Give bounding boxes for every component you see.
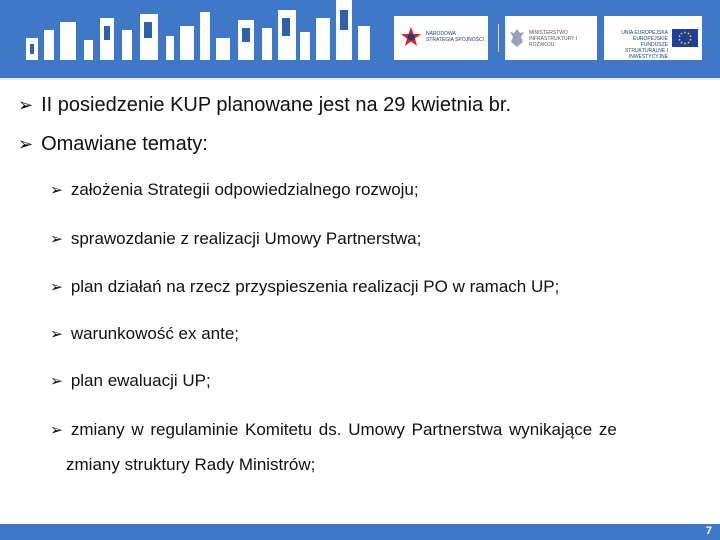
bullet-text: Omawiane tematy: [41,133,208,155]
topic-item [50,277,559,297]
arrow-bullet-icon: ➢ [50,182,63,199]
logo-eu-text: UNIA EUROPEJSKA EUROPEJSKIE FUNDUSZE STRUKTURALNE I INWESTYCYJNE [621,30,668,60]
topic-text: zmiany w regulaminie Komitetu ds. Umowy Partnerstwa wynikające ze [70,420,617,439]
arrow-bullet-icon: ➢ [50,326,63,343]
topic-text: plan działań na rzecz przyspieszenia realizacji PO w ramach UP; [70,277,560,296]
arrow-bullet-icon: ➢ [18,95,34,115]
logo-nss-text: NARODOWA STRATEGIA SPÓJNOŚCI [426,31,484,43]
topic-text: sprawozdanie z realizacji Umowy Partnerstwa; [70,229,422,248]
arrow-bullet-icon: ➢ [50,422,63,439]
topic-text: założenia Strategii odpowiedzialnego rozwoju; [70,180,419,199]
arrow-bullet-icon: ➢ [18,134,34,154]
topic-item [50,229,421,249]
topic-item [50,324,239,344]
page-number: 7 [705,525,712,537]
topic-text: warunkowość ex ante; [70,324,240,343]
bullet-text: II posiedzenie KUP planowane jest na 29 kwietnia br. [41,94,512,116]
arrow-bullet-icon: ➢ [50,231,63,248]
arrow-bullet-icon: ➢ [50,279,63,296]
footer-band [0,524,720,540]
topic-item [50,420,617,440]
topic-text-continuation: zmiany struktury Rady Ministrów; [66,455,316,474]
topic-item [50,371,211,391]
topic-item [50,180,419,200]
arrow-bullet-icon: ➢ [50,373,63,390]
topic-text: plan ewaluacji UP; [70,371,211,390]
bullet-meeting-date [18,94,511,117]
bullet-topics-heading [18,133,208,156]
logo-ministerstwo-text: MINISTERSTWO INFRASTRUKTURY I ROZWOJU [529,30,578,48]
